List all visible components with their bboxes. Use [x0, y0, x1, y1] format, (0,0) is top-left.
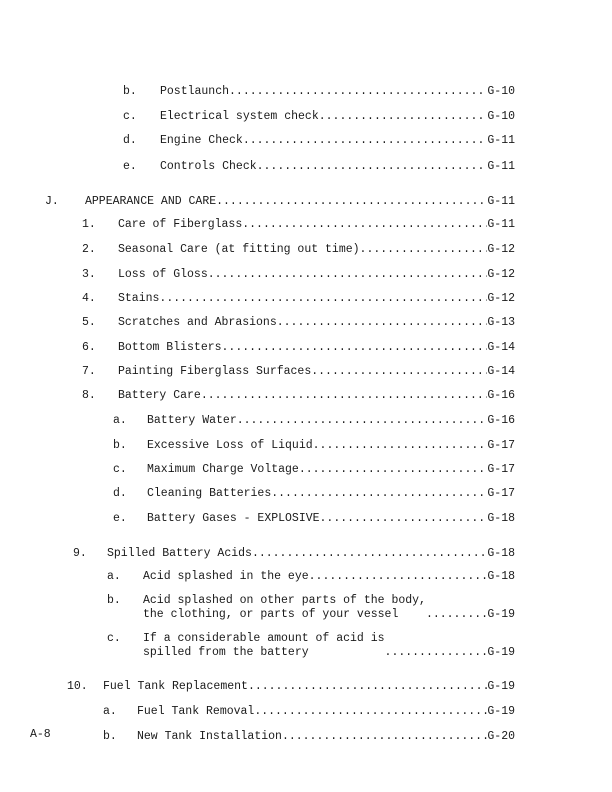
entry-title: Painting Fiberglass Surfaces: [118, 365, 312, 378]
dot-leader: [271, 487, 487, 501]
entry-title: If a considerable amount of acid is spilled from the battery: [143, 632, 385, 659]
dot-leader: [277, 316, 488, 330]
entry-page: G-17: [487, 439, 515, 452]
entry-title: Scratches and Abrasions: [118, 316, 277, 329]
entry-label: d.: [113, 487, 127, 500]
entry-title: Loss of Gloss: [118, 268, 208, 281]
entry-page: G-18: [487, 547, 515, 560]
entry-page: G-16: [487, 414, 515, 427]
entry-page: G-14: [487, 341, 515, 354]
entry-label: e.: [113, 512, 127, 525]
toc-entry: [118, 268, 515, 282]
entry-page: G-11: [487, 134, 515, 147]
entry-title: Controls Check: [160, 160, 257, 173]
entry-label: c.: [113, 463, 127, 476]
toc-entry: [103, 680, 515, 694]
toc-entry: [160, 110, 515, 124]
entry-title: Fuel Tank Removal: [137, 705, 255, 718]
entry-label: 2.: [82, 243, 96, 256]
entry-title: Bottom Blisters: [118, 341, 222, 354]
entry-page: G-19: [487, 705, 515, 718]
entry-label: 10.: [67, 680, 88, 693]
entry-title: Battery Water: [147, 414, 237, 427]
toc-entry: [137, 730, 515, 744]
toc-entry: [118, 389, 515, 403]
entry-page: G-10: [487, 85, 515, 98]
entry-page: G-19: [487, 646, 515, 659]
toc-entry: [147, 414, 515, 428]
toc-entry: [118, 292, 515, 306]
entry-page: G-18: [487, 570, 515, 583]
entry-page: G-16: [487, 389, 515, 402]
entry-label: b.: [113, 439, 127, 452]
entry-label: 3.: [82, 268, 96, 281]
dot-leader: [309, 570, 488, 584]
entry-title: APPEARANCE AND CARE: [85, 195, 217, 208]
toc-entry: [160, 85, 515, 99]
dot-leader: [208, 268, 488, 282]
entry-label: c.: [107, 632, 121, 645]
entry-page: G-20: [487, 730, 515, 743]
toc-entry: [118, 243, 515, 257]
entry-title: Care of Fiberglass: [118, 218, 243, 231]
dot-leader: [216, 195, 487, 209]
entry-page: G-12: [487, 268, 515, 281]
entry-page: G-18: [487, 512, 515, 525]
entry-title: New Tank Installation: [137, 730, 282, 743]
dot-leader: [299, 463, 488, 477]
entry-page: G-12: [487, 243, 515, 256]
entry-title: Engine Check: [160, 134, 243, 147]
toc-entry: [147, 463, 515, 477]
entry-page: G-11: [487, 195, 515, 208]
dot-leader: [229, 85, 487, 99]
entry-label: b.: [107, 594, 121, 607]
entry-title: Spilled Battery Acids: [107, 547, 252, 560]
page-number: A-8: [30, 728, 51, 741]
entry-label: a.: [107, 570, 121, 583]
entry-label: b.: [103, 730, 117, 743]
entry-page: G-17: [487, 487, 515, 500]
dot-leader: [201, 389, 488, 403]
toc-entry: [160, 160, 515, 174]
entry-label: d.: [123, 134, 137, 147]
entry-label: a.: [103, 705, 117, 718]
dot-leader: [248, 680, 487, 694]
dot-leader: [242, 218, 487, 232]
dot-leader: [313, 439, 488, 453]
entry-page: G-14: [487, 365, 515, 378]
dot-leader: [257, 160, 488, 174]
entry-title: Postlaunch: [160, 85, 230, 98]
dot-leader: [426, 608, 487, 622]
entry-label: 8.: [82, 389, 96, 402]
toc-entry: [85, 195, 515, 209]
dot-leader: [319, 110, 488, 124]
dot-leader: [237, 414, 488, 428]
entry-page: G-19: [487, 680, 515, 693]
toc-entry: [143, 594, 515, 622]
entry-page: G-13: [487, 316, 515, 329]
entry-page: G-11: [487, 160, 515, 173]
dot-leader: [360, 243, 488, 257]
entry-label: 1.: [82, 218, 96, 231]
toc-entry: [118, 341, 515, 355]
entry-title: Excessive Loss of Liquid: [147, 439, 313, 452]
toc-entry: [118, 365, 515, 379]
entry-label: 4.: [82, 292, 96, 305]
entry-page: G-11: [487, 218, 515, 231]
entry-title: Fuel Tank Replacement: [103, 680, 248, 693]
dot-leader: [254, 705, 487, 719]
entry-title: Maximum Charge Voltage: [147, 463, 299, 476]
dot-leader: [320, 512, 488, 526]
entry-label: a.: [113, 414, 127, 427]
entry-label: c.: [123, 110, 137, 123]
entry-title: Battery Gases - EXPLOSIVE: [147, 512, 320, 525]
entry-title: Electrical system check: [160, 110, 319, 123]
dot-leader: [243, 134, 488, 148]
entry-label: e.: [123, 160, 137, 173]
toc-entry: [118, 316, 515, 330]
toc-entry: [143, 570, 515, 584]
entry-title: Seasonal Care (at fitting out time): [118, 243, 360, 256]
dot-leader: [311, 365, 487, 379]
entry-title: Acid splashed in the eye: [143, 570, 309, 583]
entry-label: b.: [123, 85, 137, 98]
toc-entry: [160, 134, 515, 148]
entry-page: G-17: [487, 463, 515, 476]
toc-entry: [147, 439, 515, 453]
dot-leader: [385, 646, 488, 660]
toc-entry: [147, 512, 515, 526]
dot-leader: [159, 292, 487, 306]
toc-entry: [107, 547, 515, 561]
entry-label: 7.: [82, 365, 96, 378]
entry-label: J.: [45, 195, 59, 208]
entry-label: 6.: [82, 341, 96, 354]
dot-leader: [222, 341, 488, 355]
entry-title: Stains: [118, 292, 160, 305]
toc-entry: [143, 632, 515, 660]
entry-page: G-19: [487, 608, 515, 621]
dot-leader: [282, 730, 487, 744]
entry-label: 9.: [73, 547, 87, 560]
entry-page: G-10: [487, 110, 515, 123]
toc-entry: [118, 218, 515, 232]
toc-entry: [147, 487, 515, 501]
toc-entry: [137, 705, 515, 719]
entry-title: Battery Care: [118, 389, 201, 402]
entry-title: Cleaning Batteries: [147, 487, 272, 500]
entry-title: Acid splashed on other parts of the body, the clothing, or parts of your vessel: [143, 594, 426, 621]
entry-label: 5.: [82, 316, 96, 329]
entry-page: G-12: [487, 292, 515, 305]
dot-leader: [252, 547, 487, 561]
